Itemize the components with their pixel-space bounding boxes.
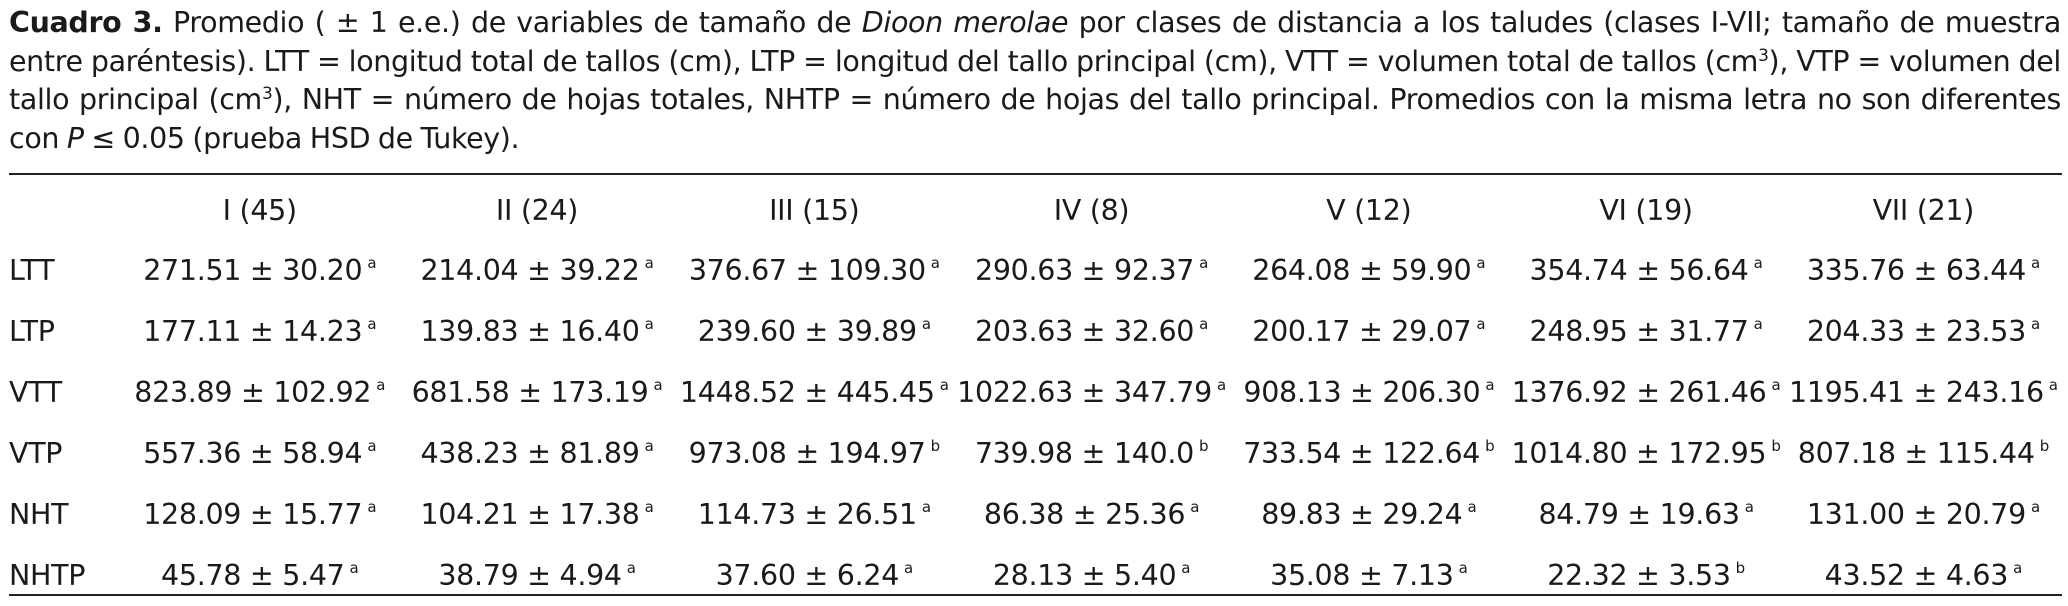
column-header: III (15) (769, 193, 860, 227)
table-cell (953, 484, 1230, 545)
header-row (9, 180, 2062, 240)
column-header: II (24) (495, 193, 579, 227)
caption-superscript: 3 (261, 84, 273, 104)
table-cell (676, 423, 953, 484)
cell-value: 22.32 ± 3.53 (1547, 559, 1731, 592)
row-label: LTT (9, 254, 55, 287)
cell-letter: a (644, 254, 654, 272)
cell-value: 28.13 ± 5.40 (992, 559, 1177, 592)
cell-letter: b (1735, 559, 1745, 577)
cell-letter: a (930, 254, 940, 272)
table-cell (676, 362, 953, 423)
row-label: VTT (9, 376, 62, 409)
cell-value: 557.36 ± 58.94 (143, 437, 363, 470)
table-cell (121, 301, 398, 362)
cell-value: 271.51 ± 30.20 (143, 254, 363, 287)
caption-p-symbol: P (66, 121, 84, 155)
cell-letter: a (1744, 498, 1754, 516)
table-cell (398, 301, 675, 362)
table-cell (1785, 362, 2062, 423)
cell-value: 1195.41 ± 243.16 (1789, 376, 2044, 409)
cell-value: 128.09 ± 15.77 (143, 498, 363, 531)
column-header: VII (21) (1872, 193, 1975, 227)
cell-value: 354.74 ± 56.64 (1529, 254, 1749, 287)
cell-value: 1022.63 ± 347.79 (957, 376, 1212, 409)
cell-letter: a (2030, 498, 2040, 516)
cell-letter: a (1467, 498, 1477, 516)
table-cell (953, 362, 1230, 423)
table-cell (676, 484, 953, 545)
table-top-rule (9, 173, 2062, 175)
cell-value: 290.63 ± 92.37 (975, 254, 1195, 287)
cell-value: 203.63 ± 32.60 (975, 315, 1195, 348)
cell-value: 214.04 ± 39.22 (420, 254, 640, 287)
table-row (9, 545, 2062, 606)
table-cell (1785, 240, 2062, 301)
cell-letter: a (1753, 315, 1763, 333)
cell-value: 43.52 ± 4.63 (1824, 559, 2009, 592)
cell-value: 807.18 ± 115.44 (1797, 437, 2035, 470)
table-cell (1230, 240, 1507, 301)
cell-value: 89.83 ± 29.24 (1261, 498, 1463, 531)
table-row (9, 240, 2062, 301)
table-row (9, 423, 2062, 484)
cell-letter: b (1771, 437, 1781, 455)
table-cell (121, 545, 398, 606)
table-cell (1785, 545, 2062, 606)
cell-letter: a (921, 498, 931, 516)
caption-text: ), VTP = volumen del tallo principal (cm (9, 44, 2061, 116)
table-cell (398, 240, 675, 301)
table-cell (121, 484, 398, 545)
corner-cell (9, 180, 121, 240)
cell-letter: a (367, 498, 377, 516)
table-cell (953, 545, 1230, 606)
cell-letter: b (930, 437, 940, 455)
cell-letter: b (1485, 437, 1495, 455)
table-bottom-rule (9, 594, 2062, 596)
cell-value: 104.21 ± 17.38 (420, 498, 640, 531)
cell-letter: a (376, 376, 386, 394)
cell-value: 114.73 ± 26.51 (697, 498, 917, 531)
cell-letter: a (1181, 559, 1191, 577)
cell-letter: a (904, 559, 913, 577)
cell-value: 204.33 ± 23.53 (1806, 315, 2026, 348)
cell-letter: a (653, 376, 663, 394)
table-row (9, 362, 2062, 423)
column-header: IV (8) (1053, 193, 1130, 227)
table-cell (1507, 301, 1784, 362)
cell-value: 1376.92 ± 261.46 (1511, 376, 1767, 409)
table-cell (1230, 423, 1507, 484)
cell-letter: a (1476, 254, 1486, 272)
row-label: NHT (9, 498, 69, 531)
cell-letter: a (644, 498, 654, 516)
cell-letter: a (367, 254, 377, 272)
table-cell (1507, 362, 1784, 423)
column-header: V (12) (1326, 193, 1412, 227)
row-label: LTP (9, 315, 55, 348)
cell-value: 131.00 ± 20.79 (1806, 498, 2026, 531)
cell-value: 177.11 ± 14.23 (143, 315, 363, 348)
cell-letter: a (349, 559, 359, 577)
column-header: VI (19) (1599, 193, 1693, 227)
cell-value: 37.60 ± 6.24 (715, 559, 900, 592)
table-cell (1230, 484, 1507, 545)
cell-letter: a (1771, 376, 1781, 394)
table-cell (1785, 423, 2062, 484)
table-cell (1230, 545, 1507, 606)
table-cell (953, 423, 1230, 484)
cell-value: 681.58 ± 173.19 (411, 376, 649, 409)
cell-value: 45.78 ± 5.47 (161, 559, 345, 592)
cell-value: 35.08 ± 7.13 (1270, 559, 1454, 592)
table-cell (953, 240, 1230, 301)
cell-letter: a (1485, 376, 1495, 394)
cell-value: 139.83 ± 16.40 (420, 315, 640, 348)
cell-letter: a (939, 376, 949, 394)
caption-superscript: 3 (1758, 45, 1769, 66)
caption-label: Cuadro 3. (9, 6, 163, 39)
cell-value: 38.79 ± 4.94 (438, 559, 622, 592)
cell-letter: a (1216, 376, 1226, 394)
table-caption (9, 4, 2061, 158)
cell-value: 438.23 ± 81.89 (420, 437, 640, 470)
table-cell (398, 423, 675, 484)
table-cell (1785, 484, 2062, 545)
cell-letter: a (2030, 254, 2040, 272)
cell-value: 248.95 ± 31.77 (1529, 315, 1749, 348)
row-label: NHTP (9, 559, 86, 592)
table-cell (1507, 423, 1784, 484)
table-cell (676, 545, 953, 606)
table-row (9, 484, 2062, 545)
cell-value: 733.54 ± 122.64 (1243, 437, 1481, 470)
table-cell (1507, 484, 1784, 545)
cell-value: 335.76 ± 63.44 (1806, 254, 2026, 287)
cell-letter: a (1190, 498, 1200, 516)
table-cell (676, 301, 953, 362)
cell-value: 264.08 ± 59.90 (1252, 254, 1472, 287)
cell-value: 739.98 ± 140.0 (974, 437, 1194, 470)
cell-letter: a (367, 315, 377, 333)
table-cell (676, 240, 953, 301)
caption-text: ≤ 0.05 (prueba HSD de Tukey). (83, 121, 520, 155)
cell-letter: a (2048, 376, 2058, 394)
table-cell (121, 423, 398, 484)
column-header: I (45) (222, 193, 297, 227)
cell-letter: a (644, 315, 654, 333)
cell-letter: a (644, 437, 654, 455)
cell-value: 376.67 ± 109.30 (688, 254, 926, 287)
table-cell (121, 362, 398, 423)
caption-text: Promedio ( ± 1 e.e.) de variables de tamaño de (162, 6, 862, 39)
table-cell (398, 362, 675, 423)
caption-species: Dioon merolae (861, 6, 1069, 39)
caption-text: por clases de distancia a los taludes (clases I-VII; tamaño de muestra entre paréntesis). LTT = longitud total de tallos (cm), LTP = longitud del tallo principal (cm), VTT = volumen total de tallos (cm (9, 6, 2061, 78)
cell-letter: a (1476, 315, 1486, 333)
cell-letter: a (626, 559, 636, 577)
cell-value: 1448.52 ± 445.45 (679, 376, 935, 409)
cell-letter: a (2013, 559, 2023, 577)
table-cell (1230, 301, 1507, 362)
cell-letter: a (1753, 254, 1763, 272)
table-cell (398, 545, 675, 606)
cell-letter: a (367, 437, 377, 455)
cell-value: 823.89 ± 102.92 (134, 376, 372, 409)
cell-value: 239.60 ± 39.89 (697, 315, 917, 348)
table-cell (121, 240, 398, 301)
table-cell (1230, 362, 1507, 423)
cell-value: 86.38 ± 25.36 (983, 498, 1186, 531)
table-cell (398, 484, 675, 545)
cell-value: 1014.80 ± 172.95 (1511, 437, 1767, 470)
cell-letter: a (1199, 315, 1209, 333)
cell-letter: a (1199, 254, 1209, 272)
cell-value: 84.79 ± 19.63 (1538, 498, 1740, 531)
cell-value: 973.08 ± 194.97 (688, 437, 926, 470)
row-label: VTP (9, 437, 63, 470)
cell-letter: a (2030, 315, 2040, 333)
data-table (9, 180, 2062, 606)
cell-letter: b (1198, 437, 1209, 455)
cell-letter: b (2039, 437, 2049, 455)
table-row (9, 301, 2062, 362)
table-cell (1507, 240, 1784, 301)
cell-value: 908.13 ± 206.30 (1243, 376, 1481, 409)
table-cell (1507, 545, 1784, 606)
cell-letter: a (1458, 559, 1468, 577)
cell-value: 200.17 ± 29.07 (1252, 315, 1472, 348)
table-cell (953, 301, 1230, 362)
caption-text: ), NHT = número de hojas totales, NHTP = número de hojas del tallo principal. Promedios con la misma letra no son diferentes con (9, 83, 2061, 155)
table-cell (1785, 301, 2062, 362)
cell-letter: a (921, 315, 931, 333)
